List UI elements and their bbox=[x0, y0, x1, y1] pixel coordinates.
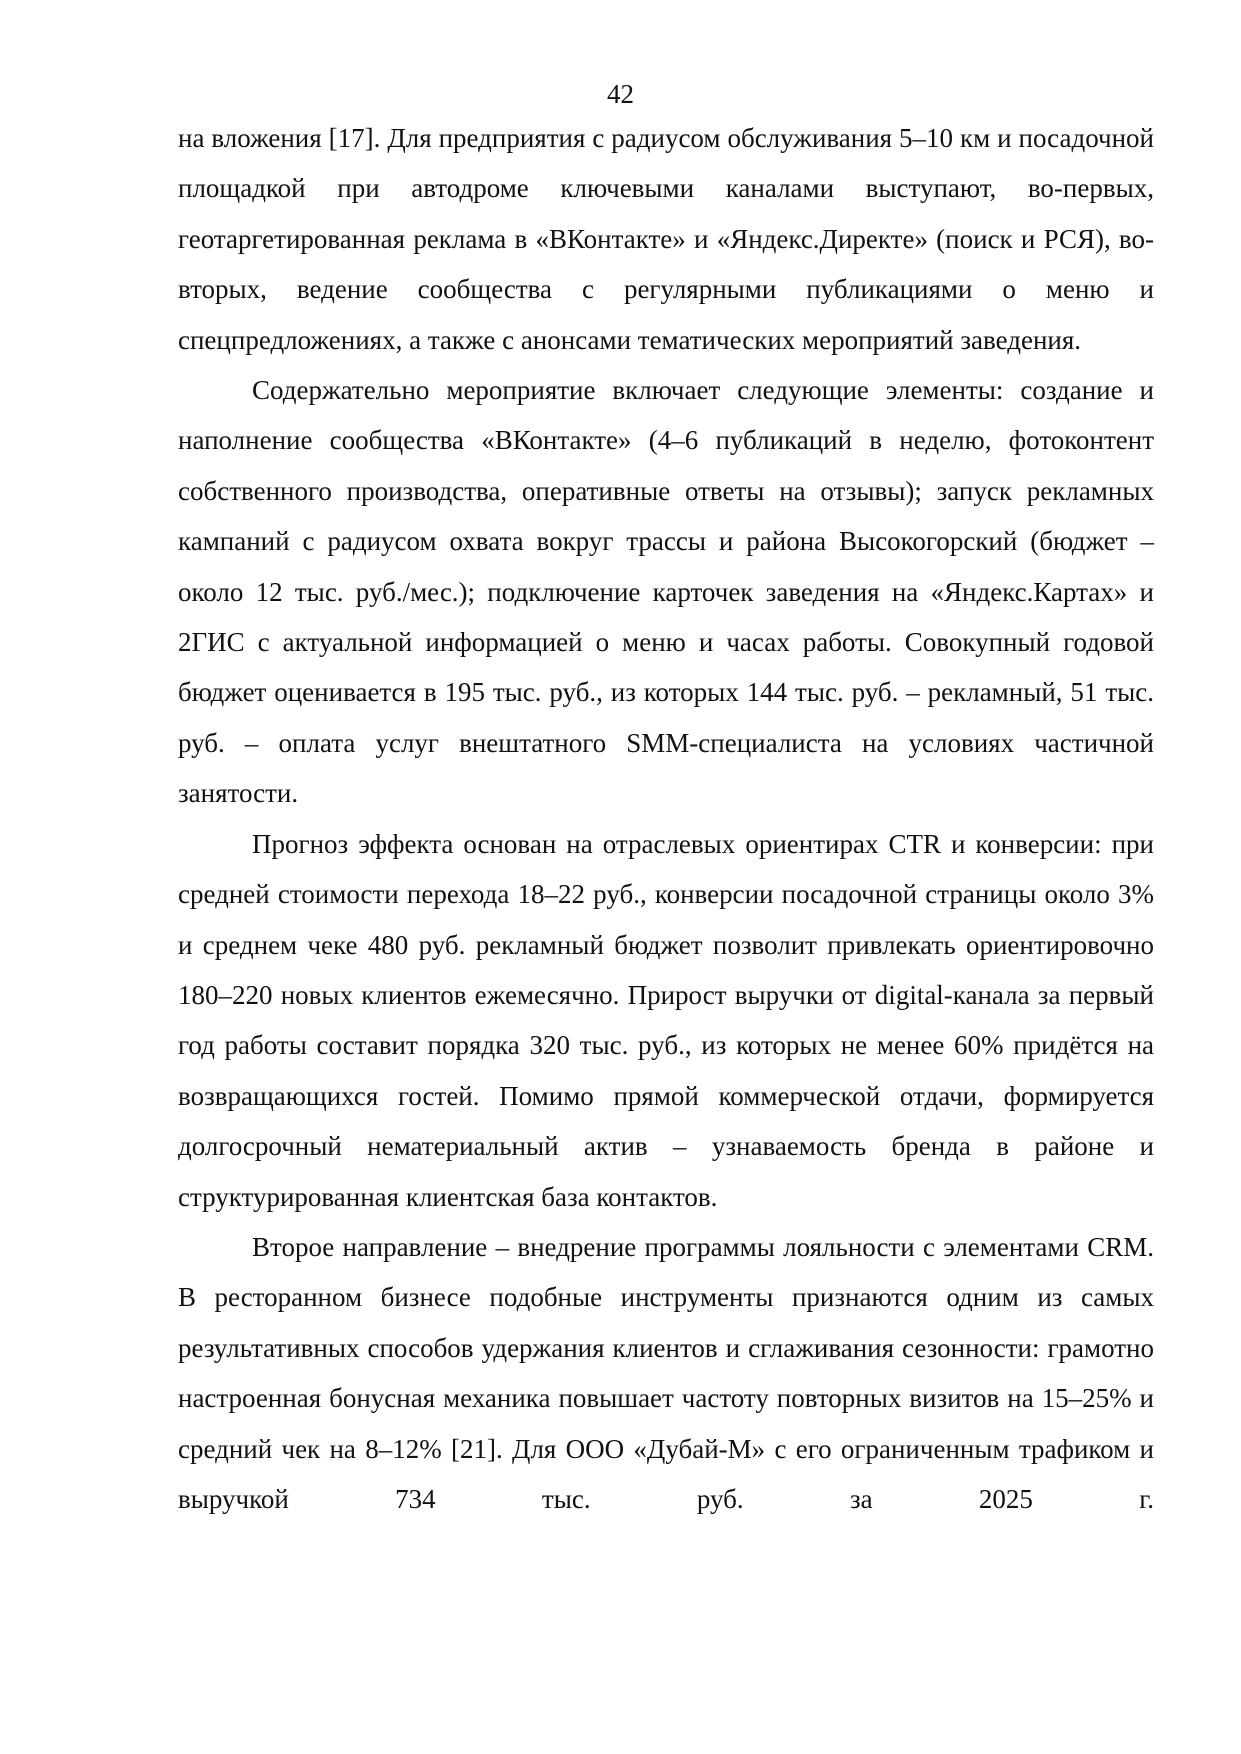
page-number: 42 bbox=[607, 79, 634, 109]
paragraph-loyalty-program: Второе направление – внедрение программы лояльности с элементами CRM. В ресторанном бизнесе подобные инструменты признаются одним из самых результативных способов удержания клиентов и сглаживания сезонности: грамотно настроенная бонусная механика повышает частоту повторных визитов на 15–25% и средний чек на 8–12% [21]. Для ООО «Дубай-М» с его ограниченным трафиком и выручкой 734 тыс. руб. за 2025 г. bbox=[178, 1231, 1154, 1514]
paragraph-continuation: на вложения [17]. Для предприятия с радиусом обслуживания 5–10 км и посадочной площадкой при автодроме ключевыми каналами выступают, во-первых, геотаргетированная реклама в «ВКонтакте» и «Яндекс.Директе» (поиск и РСЯ), во-вторых, ведение сообщества с регулярными публикациями о меню и спецпредложениях, а также с анонсами тематических мероприятий заведения. bbox=[178, 123, 1154, 355]
paragraph-effect-forecast: Прогноз эффекта основан на отраслевых ориентирах CTR и конверсии: при средней стоимости перехода 18–22 руб., конверсии посадочной страницы около 3% и среднем чеке 480 руб. рекламный бюджет позволит привлекать ориентировочно 180–220 новых клиентов ежемесячно. Прирост выручки от digital-канала за первый год работы составит порядка 320 тыс. руб., из которых не менее 60% придётся на возвращающихся гостей. Помимо прямой коммерческой отдачи, формируется долгосрочный нематериальный актив – узнаваемость бренда в районе и структурированная клиентская база контактов. bbox=[178, 828, 1154, 1212]
paragraph-event-elements: Содержательно мероприятие включает следующие элементы: создание и наполнение сообщества «ВКонтакте» (4–6 публикаций в неделю, фотоконтент собственного производства, оперативные ответы на отзывы); запуск рекламных кампаний с радиусом охвата вокруг трассы и района Высокогорский (бюджет – около 12 тыс. руб./мес.); подключение карточек заведения на «Яндекс.Картах» и 2ГИС с актуальной информацией о меню и часах работы. Совокупный годовой бюджет оценивается в 195 тыс. руб., из которых 144 тыс. руб. – рекламный, 51 тыс. руб. – оплата услуг внештатного SMM-специалиста на условиях частичной занятости. bbox=[178, 375, 1154, 809]
document-body bbox=[178, 113, 1154, 1524]
